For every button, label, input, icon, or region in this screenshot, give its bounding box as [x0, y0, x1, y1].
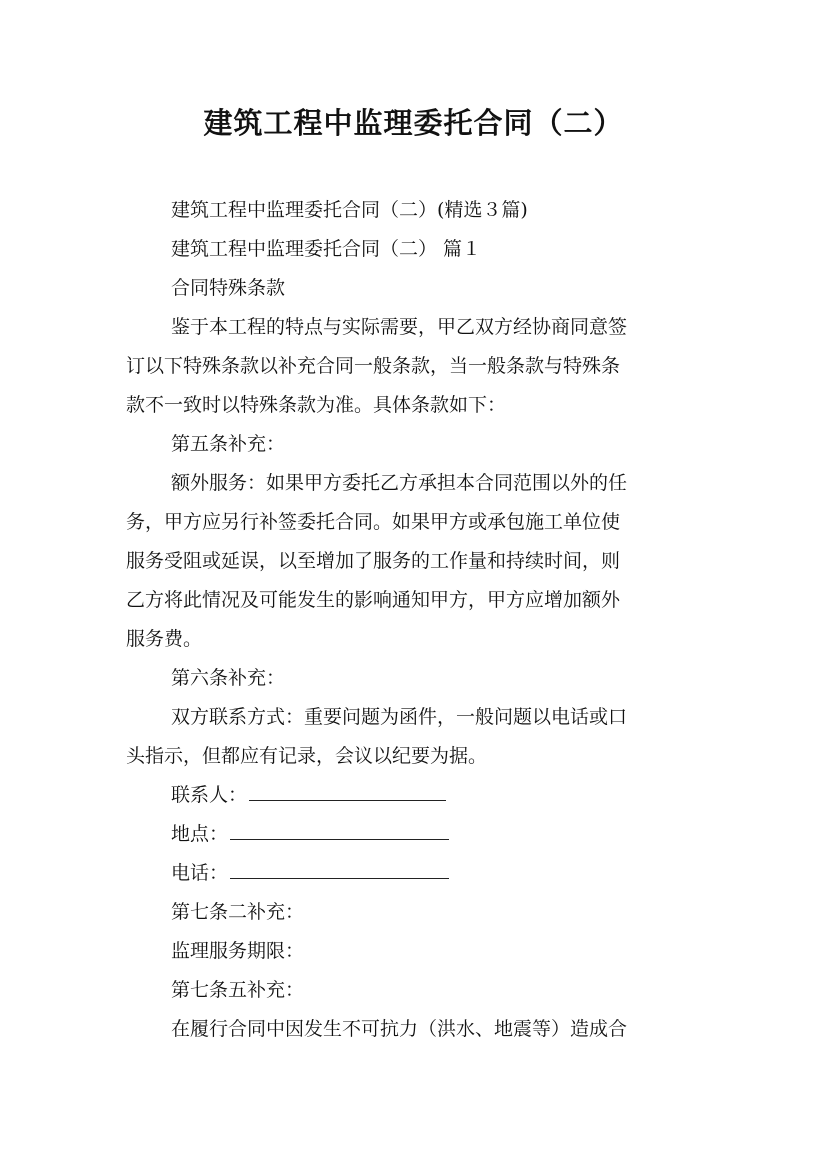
clause-heading: 合同特殊条款 [171, 277, 286, 299]
location-label: 地点： [171, 823, 229, 845]
clause-heading: 第五条补充： [171, 433, 286, 455]
paragraph-line: 服务受阻或延误，以至增加了服务的工作量和持续时间，则 [126, 550, 621, 572]
document-title: 建筑工程中监理委托合同（二） [203, 106, 624, 140]
paragraph-line: 双方联系方式：重要问题为函件，一般问题以电话或口 [171, 706, 628, 728]
location-blank[interactable] [230, 821, 449, 840]
contact-person-blank[interactable] [249, 782, 446, 801]
paragraph-line: 乙方将此情况及可能发生的影响通知甲方，甲方应增加额外 [126, 589, 621, 611]
paragraph-line: 服务费。 [126, 628, 203, 650]
clause-heading: 第七条五补充： [171, 979, 305, 1001]
contact-person-row [171, 782, 446, 808]
phone-blank[interactable] [230, 860, 449, 879]
paragraph-line: 款不一致时以特殊条款为准。具体条款如下： [126, 394, 507, 416]
clause-heading: 监理服务期限： [171, 940, 305, 962]
location-row [171, 821, 449, 847]
phone-row [171, 860, 449, 886]
phone-label: 电话： [171, 862, 229, 884]
paragraph-line: 额外服务：如果甲方委托乙方承担本合同范围以外的任 [171, 472, 628, 494]
paragraph-line: 鉴于本工程的特点与实际需要，甲乙双方经协商同意签 [171, 316, 628, 338]
contact-person-label: 联系人： [171, 784, 248, 806]
paragraph-line: 订以下特殊条款以补充合同一般条款，当一般条款与特殊条 [126, 355, 621, 377]
paragraph-line: 在履行合同中因发生不可抗力（洪水、地震等）造成合 [171, 1018, 628, 1040]
section-heading: 建筑工程中监理委托合同（二） 篇１ [171, 238, 482, 260]
paragraph-line: 头指示，但都应有记录，会议以纪要为据。 [126, 745, 488, 767]
clause-heading: 第六条补充： [171, 667, 286, 689]
subtitle-selection: 建筑工程中监理委托合同（二）(精选３篇) [171, 199, 528, 221]
clause-heading: 第七条二补充： [171, 901, 305, 923]
paragraph-line: 务，甲方应另行补签委托合同。如果甲方或承包施工单位使 [126, 511, 621, 533]
